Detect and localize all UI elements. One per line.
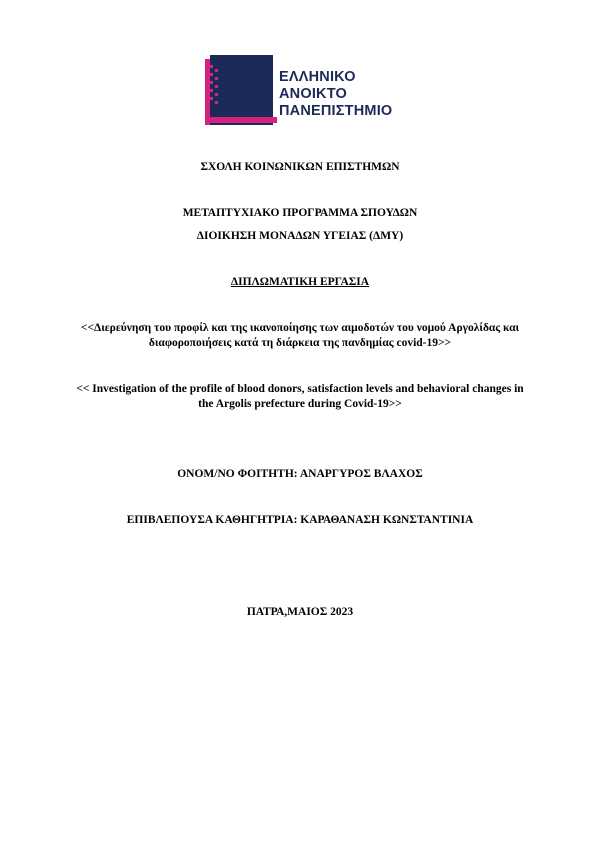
title-greek-line-2: διαφοροποιήσεις κατά τη διάρκεια της πανδημίας covid-19>> — [148, 337, 452, 349]
title-greek-line-1: <<Διερεύνηση του προφίλ και της ικανοποίησης των αιμοδοτών του νομού Αργολίδας και — [80, 322, 520, 334]
supervisor-name: ΕΠΙΒΛΕΠΟΥΣΑ ΚΑΘΗΓΗΤΡΙΑ: ΚΑΡΑΘΑΝΑΣΗ ΚΩΝΣΤΑΝΤΙΝΙΑ — [126, 514, 474, 526]
logo-wordmark — [279, 69, 392, 120]
thesis-type: ΔΙΠΛΩΜΑΤΙΚΗ ΕΡΓΑΣΙΑ — [230, 276, 370, 288]
school-name: ΣΧΟΛΗ ΚΟΙΝΩΝΙΚΩΝ ΕΠΙΣΤΗΜΩΝ — [200, 161, 400, 173]
university-logo — [205, 55, 395, 130]
title-english-line-1: << Investigation of the profile of blood donors, satisfaction levels and behavioral changes in — [76, 383, 524, 395]
logo-emblem-icon — [205, 55, 277, 130]
title-english-line-2: the Argolis prefecture during Covid-19>> — [198, 398, 402, 410]
program-specialization: ΔΙΟΙΚΗΣΗ ΜΟΝΑΔΩΝ ΥΓΕΙΑΣ (ΔΜΥ) — [196, 230, 404, 242]
program-name: ΜΕΤΑΠΤΥΧΙΑΚΟ ΠΡΟΓΡΑΜΜΑ ΣΠΟΥΔΩΝ — [182, 207, 418, 219]
place-date: ΠΑΤΡΑ,ΜΑΙΟΣ 2023 — [246, 606, 354, 618]
student-name: ΟΝΟΜ/ΝΟ ΦΟΙΤΗΤΗ: ΑΝΑΡΓΥΡΟΣ ΒΛΑΧΟΣ — [177, 468, 423, 480]
logo-line-3: ΠΑΝΕΠΙΣΤΗΜΙΟ — [279, 103, 393, 119]
logo-line-2: ΑΝΟΙΚΤΟ — [279, 86, 347, 102]
logo-line-1: ΕΛΛΗΝΙΚΟ — [279, 69, 356, 85]
